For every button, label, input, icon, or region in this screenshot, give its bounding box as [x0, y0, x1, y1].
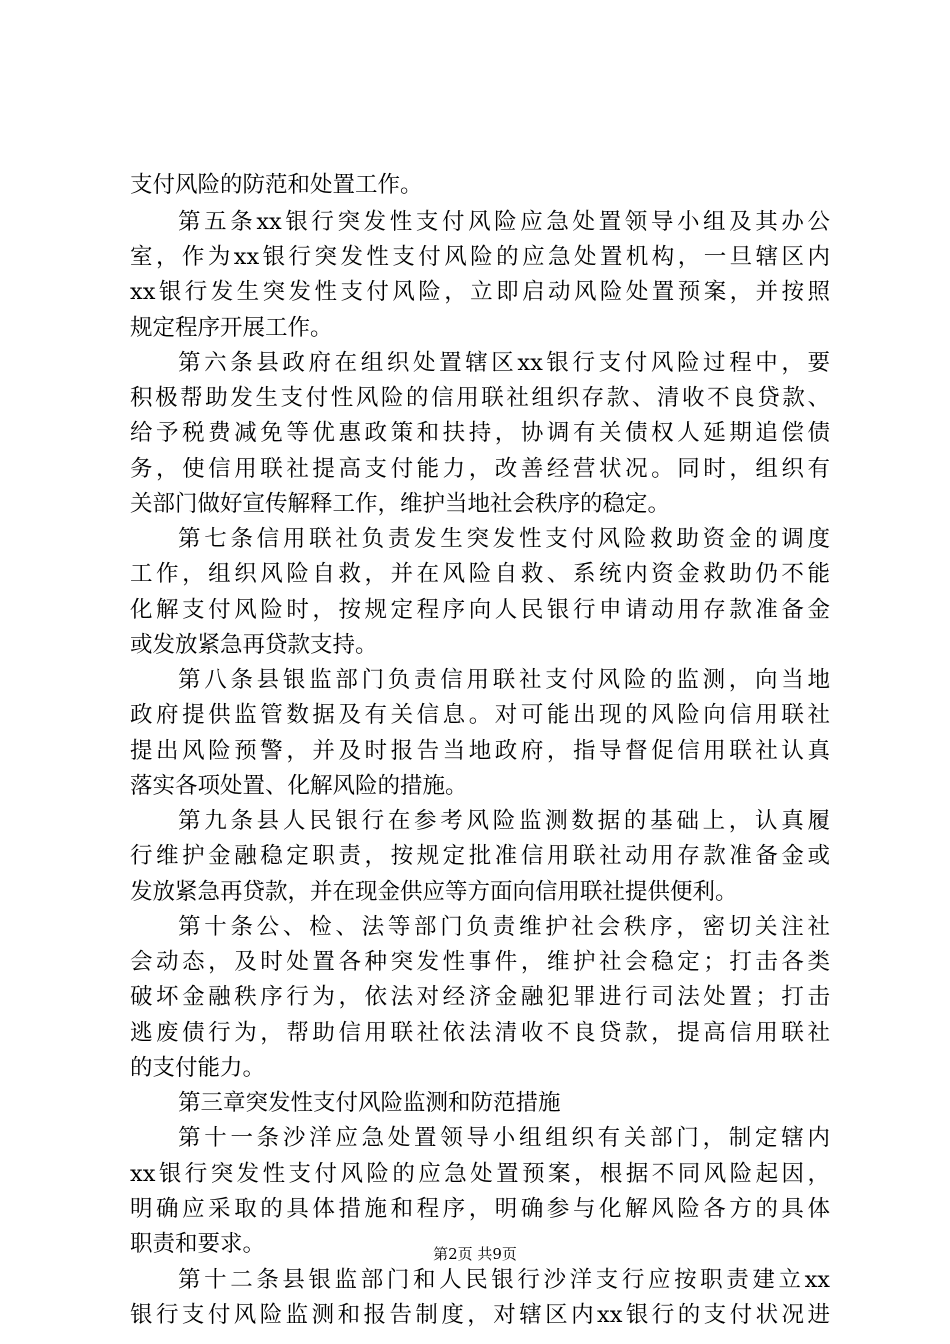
text-line: 第五条xx银行突发性支付风险应急处置领导小组及其办公: [178, 209, 830, 235]
text-line: 工作，组织风险自救，并在风险自救、系统内资金救助仍不能: [130, 561, 830, 587]
text-line: 支付风险的防范和处置工作。: [130, 172, 423, 198]
text-line: 室，作为xx银行突发性支付风险的应急处置机构，一旦辖区内: [130, 244, 830, 270]
text-line: 第三章突发性支付风险监测和防范措施: [178, 1090, 561, 1116]
text-line: 务，使信用联社提高支付能力，改善经营状况。同时，组织有: [130, 456, 830, 482]
text-line: 关部门做好宣传解释工作，维护当地社会秩序的稳定。: [130, 491, 671, 517]
text-line: 第七条信用联社负责发生突发性支付风险救助资金的调度: [178, 526, 830, 552]
text-line: 职责和要求。: [130, 1231, 266, 1257]
text-line: 规定程序开展工作。: [130, 315, 333, 341]
text-line: 化解支付风险时，按规定程序向人民银行申请动用存款准备金: [130, 597, 830, 623]
text-line: 的支付能力。: [130, 1055, 266, 1081]
text-line: xx银行发生突发性支付风险，立即启动风险处置预案，并按照: [130, 279, 830, 305]
text-line: 破坏金融秩序行为，依法对经济金融犯罪进行司法处置；打击: [130, 984, 830, 1010]
text-line: 第十二条县银监部门和人民银行沙洋支行应按职责建立xx: [178, 1267, 830, 1293]
text-line: 第九条县人民银行在参考风险监测数据的基础上，认真履: [178, 808, 830, 834]
text-line: 第十条公、检、法等部门负责维护社会秩序，密切关注社: [178, 914, 830, 940]
text-line: xx银行突发性支付风险的应急处置预案，根据不同风险起因，: [130, 1161, 830, 1187]
text-line: 行维护金融稳定职责，按规定批准信用联社动用存款准备金或: [130, 843, 830, 869]
text-line: 政府提供监管数据及有关信息。对可能出现的风险向信用联社: [130, 702, 830, 728]
text-line: 积极帮助发生支付性风险的信用联社组织存款、清收不良贷款、: [130, 385, 830, 411]
text-line: 发放紧急再贷款，并在现金供应等方面向信用联社提供便利。: [130, 879, 738, 905]
text-line: 银行支付风险监测和报告制度，对辖区内xx银行的支付状况进: [130, 1302, 830, 1328]
text-line: 落实各项处置、化解风险的措施。: [130, 773, 468, 799]
page-footer: 第2页 共9页: [433, 1245, 517, 1263]
text-line: 给予税费减免等优惠政策和扶持，协调有关债权人延期追偿债: [130, 420, 830, 446]
text-line: 逃废债行为，帮助信用联社依法清收不良贷款，提高信用联社: [130, 1020, 830, 1046]
text-line: 第八条县银监部门负责信用联社支付风险的监测，向当地: [178, 667, 830, 693]
text-line: 明确应采取的具体措施和程序，明确参与化解风险各方的具体: [130, 1196, 830, 1222]
text-line: 会动态，及时处置各种突发性事件，维护社会稳定；打击各类: [130, 949, 830, 975]
text-line: 提出风险预警，并及时报告当地政府，指导督促信用联社认真: [130, 738, 830, 764]
text-line: 或发放紧急再贷款支持。: [130, 632, 378, 658]
text-line: 第六条县政府在组织处置辖区xx银行支付风险过程中，要: [178, 350, 830, 376]
text-line: 第十一条沙洋应急处置领导小组组织有关部门，制定辖内: [178, 1125, 830, 1151]
